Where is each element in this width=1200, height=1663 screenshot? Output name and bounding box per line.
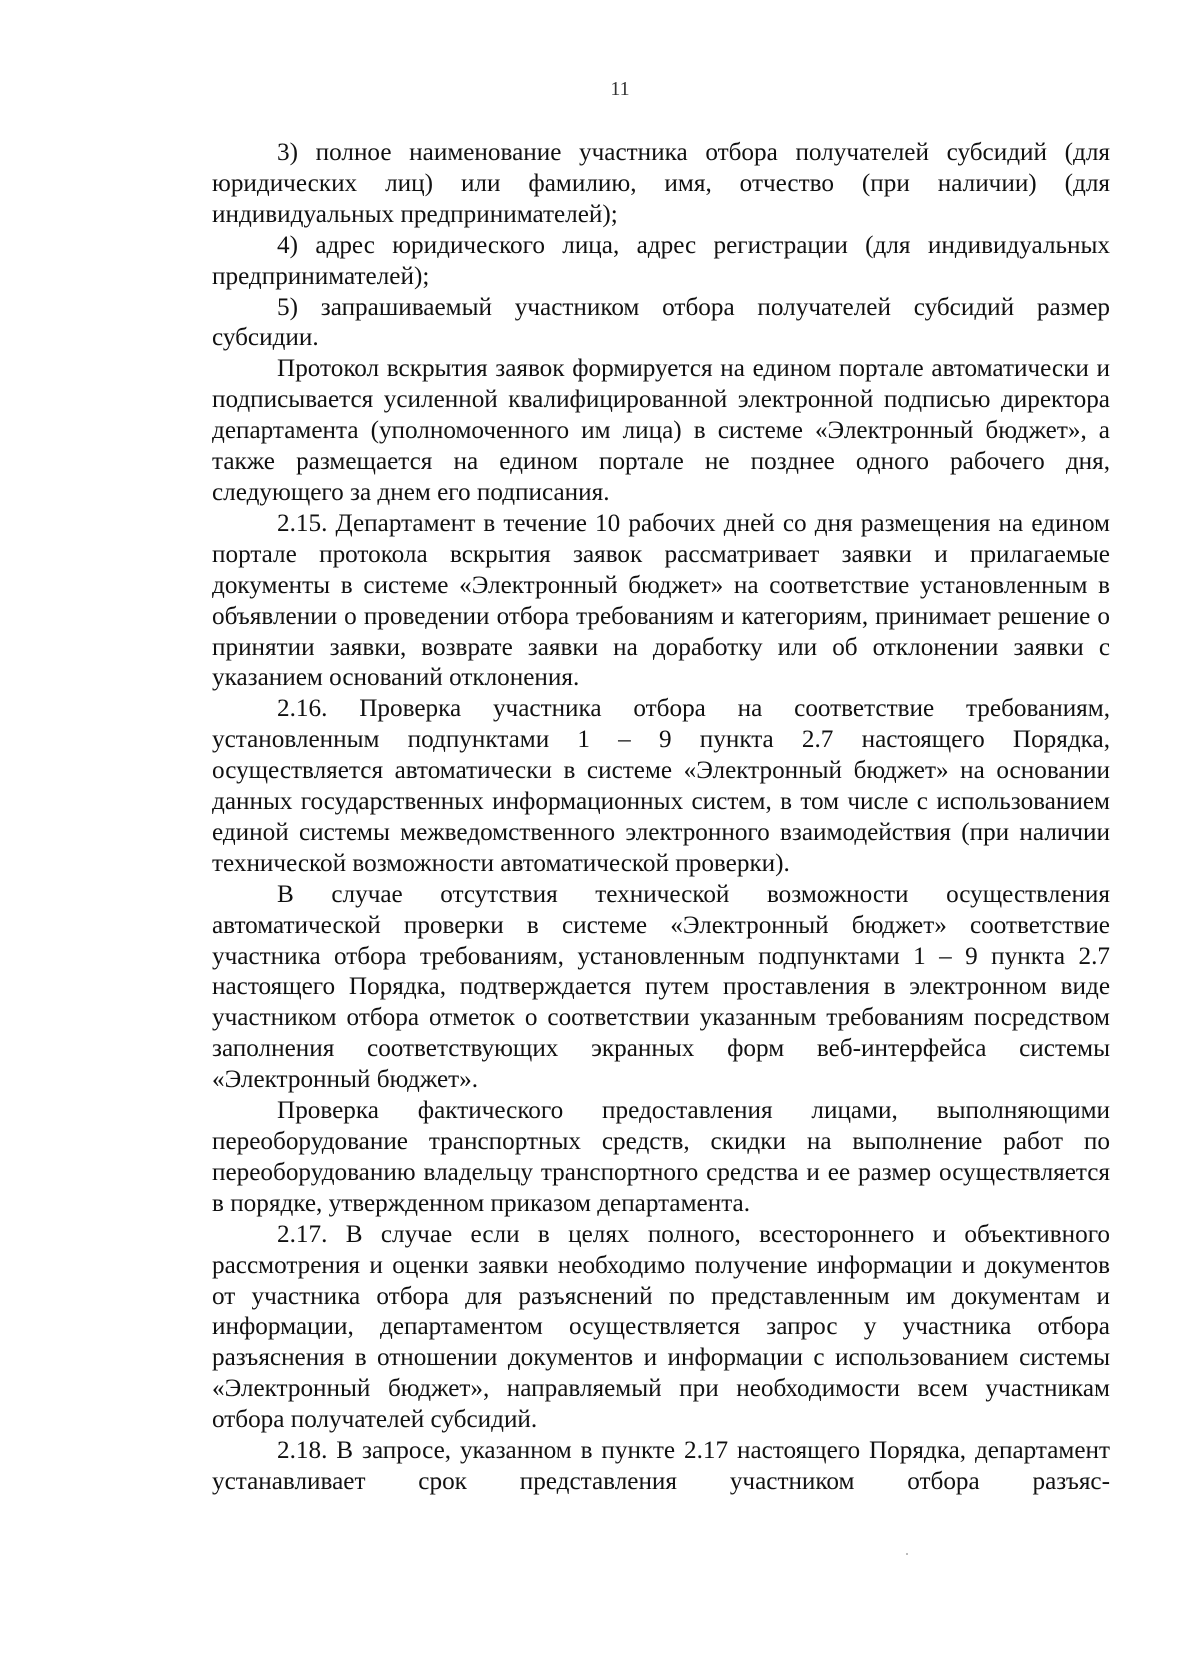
paragraph: В случае отсутствия технической возможности осуществления автоматической проверки в системе «Электронный бюджет» соответствие участника отбора требованиям, установленным подпунктами 1 – 9 пункта 2.7 настоящего Порядка, подтверждается путем проставления в электронном виде участником отбора отметок о соответствии указанным требованиям посредством заполнения соответствующих экранных форм веб-интерфейса системы «Электронный бюджет». <box>212 880 1110 1094</box>
paragraph: Проверка фактического предоставления лицами, выполняющими переоборудование транспортных средств, скидки на выполнение работ по переоборудованию владельцу транспортного средства и ее размер осуществляется в порядке, утвержденном приказом департамента. <box>212 1097 1110 1217</box>
paragraph: 3) полное наименование участника отбора получателей субсидий (для юридических лиц) или фамилию, имя, отчество (при наличии) (для индивидуальных предпринимателей); <box>212 139 1110 228</box>
document-body <box>212 138 1110 1498</box>
paragraph: Протокол вскрытия заявок формируется на едином портале автоматически и подписывается усиленной квалифицированной электронной подписью директора департамента (уполномоченного им лица) в системе «Электронный бюджет», а также размещается на едином портале не позднее одного рабочего дня, следующего за днем его подписания. <box>212 355 1110 506</box>
paragraph: 2.15. Департамент в течение 10 рабочих дней со дня размещения на едином портале протокола вскрытия заявок рассматривает заявки и прилагаемые документы в системе «Электронный бюджет» на соответствие установленным в объявлении о проведении отбора требованиям и категориям, принимает решение о принятии заявки, возврате заявки на доработку или об отклонении заявки с указанием оснований отклонения. <box>212 509 1110 692</box>
paragraph: 4) адрес юридического лица, адрес регистрации (для индивидуальных предпринимателей); <box>212 231 1110 290</box>
scan-speck <box>906 1553 908 1555</box>
paragraph: 2.16. Проверка участника отбора на соответствие требованиям, установленным подпунктами 1 – 9 пункта 2.7 настоящего Порядка, осуществляется автоматически в системе «Электронный бюджет» на основании данных государственных информационных систем, в том числе с использованием единой системы межведомственного электронного взаимодействия (при наличии технической возможности автоматической проверки). <box>212 695 1110 877</box>
paragraph: 2.18. В запросе, указанном в пункте 2.17 настоящего Порядка, департамент устанавливает срок представления участником отбора разъяс- <box>212 1437 1110 1495</box>
paragraph: 2.17. В случае если в целях полного, всестороннего и объективного рассмотрения и оценки заявки необходимо получение информации и документов от участника отбора для разъяснений по представленным им документам и информации, департаментом осуществляется запрос у участника отбора разъяснения в отношении документов и информации с использованием системы «Электронный бюджет», направляемый при необходимости всем участникам отбора получателей субсидий. <box>212 1220 1110 1434</box>
paragraph: 5) запрашиваемый участником отбора получателей субсидий размер субсидии. <box>212 293 1110 352</box>
page-number: 11 <box>610 78 630 100</box>
